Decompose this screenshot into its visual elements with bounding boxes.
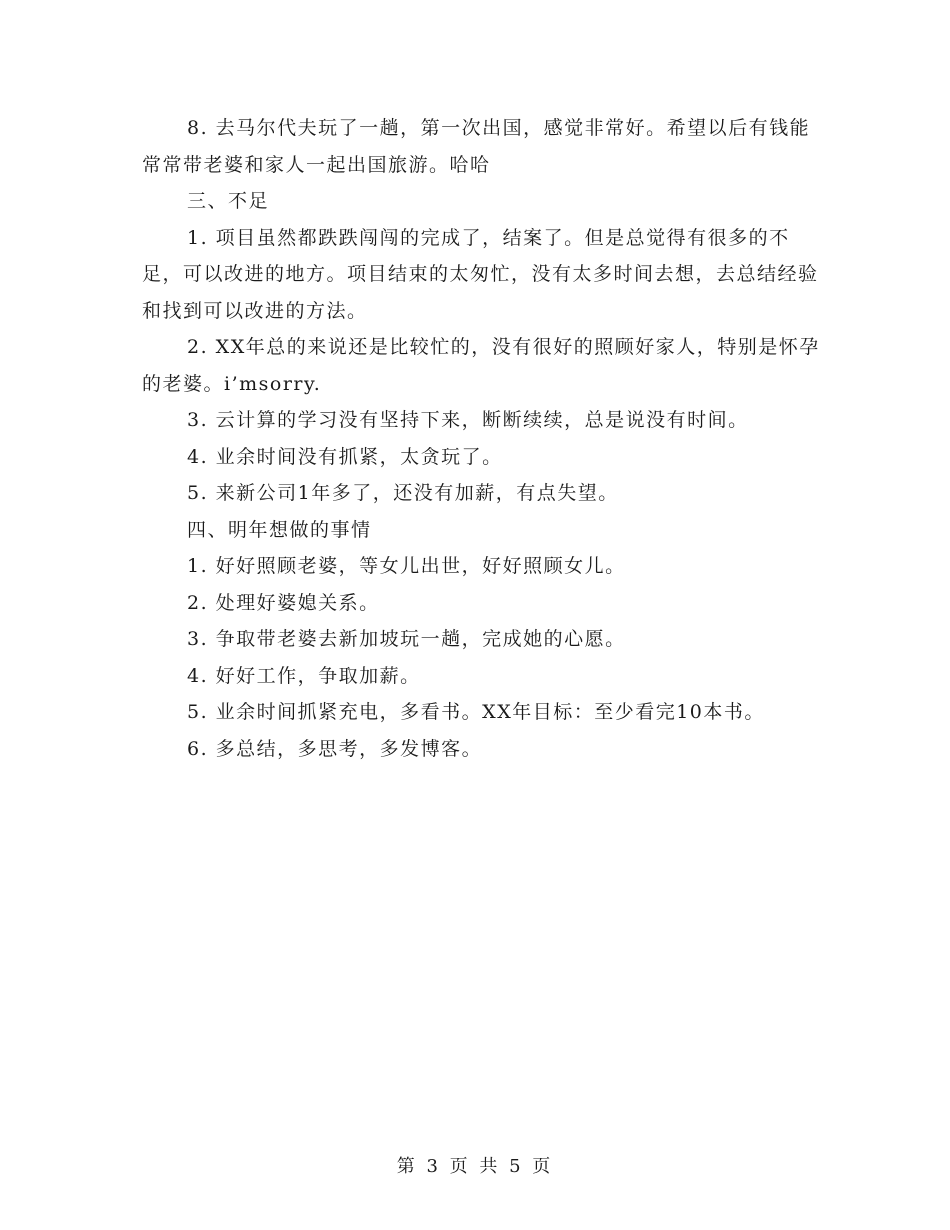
paragraph-shortfall-2: 2. XX年总的来说还是比较忙的，没有很好的照顾好家人，特别是怀孕的老婆。i’msorry. (142, 336, 820, 395)
page-number-footer: 第 3 页 共 5 页 (396, 1156, 554, 1177)
paragraph-plan-3: 3. 争取带老婆去新加坡玩一趟，完成她的心愿。 (187, 628, 626, 650)
section-heading-next-year: 四、明年想做的事情 (187, 518, 372, 541)
paragraph-plan-1: 1. 好好照顾老婆，等女儿出世，好好照顾女儿。 (187, 555, 626, 577)
paragraph-plan-5: 5. 业余时间抓紧充电，多看书。XX年目标：至少看完10本书。 (187, 701, 765, 723)
paragraph-plan-6: 6. 多总结，多思考，多发博客。 (187, 737, 483, 760)
paragraph-item-8: 8. 去马尔代夫玩了一趟，第一次出国，感觉非常好。希望以后有钱能常常带老婆和家人一起出国旅游。哈哈 (142, 117, 811, 176)
section-heading-shortfalls: 三、不足 (187, 190, 270, 212)
paragraph-shortfall-5: 5. 来新公司1年多了，还没有加薪，有点失望。 (187, 482, 619, 504)
paragraph-shortfall-3: 3. 云计算的学习没有坚持下来，断断续续，总是说没有时间。 (187, 409, 749, 431)
paragraph-plan-4: 4. 好好工作，争取加薪。 (187, 664, 421, 687)
paragraph-shortfall-1: 1. 项目虽然都跌跌闯闯的完成了，结案了。但是总觉得有很多的不足，可以改进的地方。项目结束的太匆忙，没有太多时间去想，去总结经验和找到可以改进的方法。 (142, 226, 819, 322)
document-body (142, 110, 822, 767)
paragraph-shortfall-4: 4. 业余时间没有抓紧，太贪玩了。 (187, 445, 503, 468)
paragraph-plan-2: 2. 处理好婆媳关系。 (187, 591, 380, 614)
